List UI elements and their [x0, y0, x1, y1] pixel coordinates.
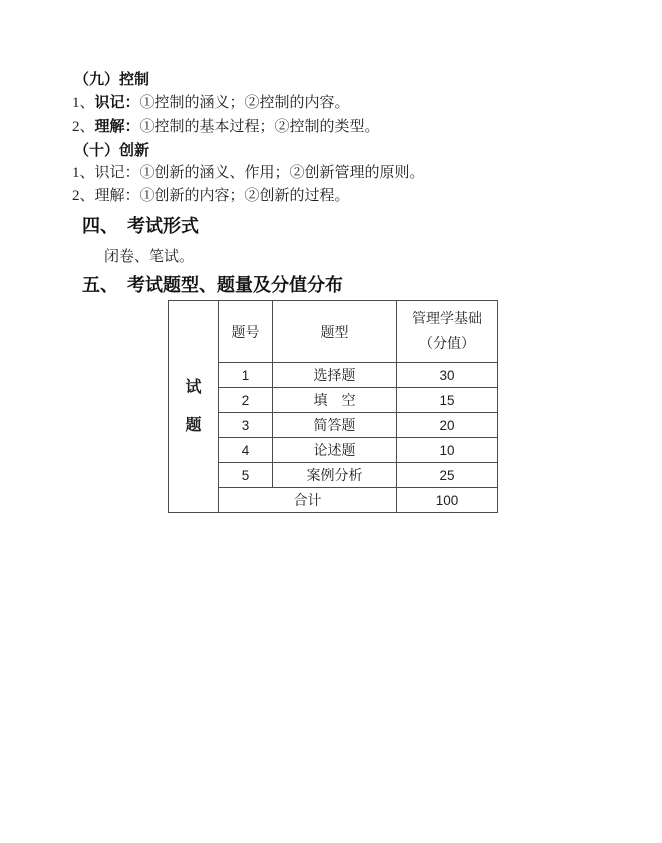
cell-question-number: 5 [219, 463, 273, 488]
item-prefix: 2、 [72, 188, 95, 204]
section-10-item-1 [72, 162, 662, 185]
cell-question-type: 简答题 [273, 413, 397, 438]
side-label-char-2: 题 [185, 416, 202, 434]
cell-question-type: 填 空 [273, 388, 397, 413]
table-row [169, 363, 498, 388]
table-header-row [169, 301, 498, 363]
header-question-number: 题号 [219, 301, 273, 363]
header-score-column [397, 301, 498, 363]
cell-score: 10 [397, 438, 498, 463]
section-10-heading: （十）创新 [74, 142, 150, 159]
item-text: ①控制的基本过程；②控制的类型。 [139, 119, 380, 135]
table-footer-row [169, 488, 498, 513]
cell-score: 20 [397, 413, 498, 438]
item-prefix: 2、 [72, 119, 95, 135]
cell-score: 30 [397, 363, 498, 388]
item-prefix: 1、 [72, 165, 95, 181]
header-score-line-1: 管理学基础 [412, 311, 482, 327]
section-9-heading: （九）控制 [74, 71, 150, 88]
table-side-label [169, 380, 218, 434]
cell-question-type: 案例分析 [273, 463, 397, 488]
section-9-item-1 [72, 91, 662, 115]
cell-question-type: 论述题 [273, 438, 397, 463]
score-distribution-table [168, 300, 498, 513]
side-label-char-1: 试 [185, 378, 202, 396]
table-row [169, 388, 498, 413]
cell-question-number: 1 [219, 363, 273, 388]
item-label: 理解： [94, 188, 140, 204]
cell-question-number: 3 [219, 413, 273, 438]
cell-total-label: 合计 [219, 488, 397, 513]
cell-question-number: 4 [219, 438, 273, 463]
cell-total-score: 100 [397, 488, 498, 513]
cell-score: 25 [397, 463, 498, 488]
item-text: ①创新的内容；②创新的过程。 [139, 188, 350, 204]
item-text: ①创新的涵义、作用；②创新管理的原则。 [139, 165, 425, 181]
table-side-label-cell [169, 301, 219, 513]
item-label: 理解： [94, 118, 140, 135]
heading-question-types: 五、 考试题型、题量及分值分布 [82, 275, 343, 295]
item-label: 识记： [94, 94, 140, 111]
cell-question-type: 选择题 [273, 363, 397, 388]
heading-exam-format: 四、 考试形式 [82, 216, 199, 236]
item-label: 识记： [94, 165, 140, 181]
section-10-item-2 [72, 185, 662, 208]
cell-score: 15 [397, 388, 498, 413]
table-row [169, 413, 498, 438]
table-row [169, 463, 498, 488]
item-prefix: 1、 [72, 95, 95, 111]
section-9-item-2 [72, 115, 662, 139]
header-score-line-2: （分值） [419, 336, 475, 352]
table-row [169, 438, 498, 463]
item-text: ①控制的涵义；②控制的内容。 [139, 95, 350, 111]
exam-format-text: 闭卷、笔试。 [104, 249, 195, 265]
cell-question-number: 2 [219, 388, 273, 413]
header-question-type: 题型 [273, 301, 397, 363]
